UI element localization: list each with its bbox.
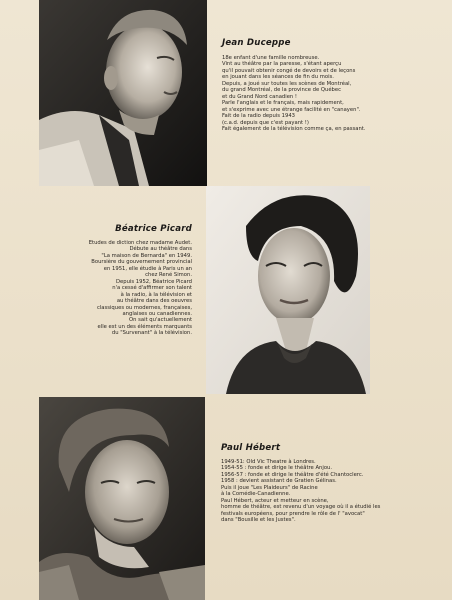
bio-line: festivals européens, pour prendre le rôle de l' "avocat" bbox=[221, 510, 365, 517]
bio-line: Boursière du gouvernement provincial bbox=[91, 259, 192, 266]
bio-line: "La maison de Bernarda" en 1949. bbox=[101, 252, 192, 259]
jean-duceppe-portrait bbox=[39, 0, 207, 186]
bio-line: 1949-51: Old Vic Theatre à Londres. bbox=[221, 459, 316, 465]
bio-line: du grand Montréal, de la province de Québec bbox=[222, 87, 341, 94]
paul-hebert-portrait bbox=[39, 397, 205, 600]
bio-line: On sait qu'actuellement bbox=[129, 317, 192, 324]
bio-line: dans "Bousille et les Justes". bbox=[221, 517, 296, 524]
bio-line: elle est un des éléments marquants bbox=[97, 323, 192, 330]
bio-line: anglaises ou canadiennes. bbox=[122, 310, 192, 317]
bio-line: Fait de la radio depuis 1943 bbox=[222, 113, 296, 120]
bio-line: et du Grand Nord canadien ! bbox=[222, 93, 298, 100]
bio-line: 1954-55 : fonde et dirige le théâtre Anjou. bbox=[221, 465, 333, 472]
bio-jean-duceppe bbox=[222, 55, 366, 132]
actor-name-paul-hebert: Paul Hébert bbox=[221, 443, 281, 453]
bio-line: et s'exprime avec une étrange facilité en "canayen". bbox=[222, 106, 361, 113]
bio-line: à la Comédie-Canadienne. bbox=[221, 491, 291, 498]
bio-line: 1956-57 : fonde et dirige le théâtre d'été Chantoclerc. bbox=[221, 471, 364, 478]
bio-line: Etudes de diction chez madame Audet. bbox=[88, 240, 192, 246]
bio-line: n'a cessé d'affirmer son talent bbox=[112, 285, 192, 292]
bio-line: Puis il joue "Les Plaideurs" de Racine bbox=[221, 484, 318, 491]
bio-line: à la radio, à la télévision et bbox=[120, 291, 192, 298]
bio-line: (c.a.d. depuis que c'est payant !) bbox=[222, 119, 309, 126]
bio-line: Fait également de la télévision comme ça, en passant. bbox=[222, 125, 366, 132]
bio-beatrice-picard bbox=[89, 240, 192, 337]
bio-paul-hebert bbox=[221, 459, 380, 524]
bio-line: classiques ou modernes, françaises, bbox=[96, 304, 192, 311]
bio-line: Depuis, a joué sur toutes les scènes de Montréal, bbox=[222, 80, 352, 87]
bio-line: du "Survenant" à la télévision. bbox=[111, 330, 192, 337]
bio-line: qu'il pouvait obtenir congé de devoirs et de leçons bbox=[222, 67, 356, 74]
actor-name-beatrice-picard: Béatrice Picard bbox=[115, 224, 192, 234]
bio-line: Vint au théâtre par la paresse, s'étant aperçu bbox=[222, 61, 342, 68]
bio-line: 1958 : devient assistant de Gratien Gélinas. bbox=[221, 478, 337, 485]
beatrice-picard-portrait bbox=[206, 186, 370, 394]
bio-line: homme de théâtre, est revenu d'un voyage où il a étudié les bbox=[221, 504, 381, 511]
bio-line: Depuis 1952, Béatrice Picard bbox=[115, 278, 192, 285]
bio-line: Paul Hébert, acteur et metteur en scène, bbox=[221, 497, 329, 504]
bio-line: Débute au théâtre dans bbox=[129, 246, 192, 253]
bio-line: au théâtre dans des oeuvres bbox=[116, 298, 192, 305]
bio-line: 18e enfant d'une famille nombreuse. bbox=[222, 55, 320, 61]
bio-line: Parle l'anglais et le français, mais rapidement, bbox=[222, 100, 344, 107]
bio-line: en 1951, elle étudie à Paris un an bbox=[103, 265, 192, 272]
actor-name-jean-duceppe: Jean Duceppe bbox=[222, 38, 291, 48]
bio-line: en jouant dans les séances de fin du mois. bbox=[222, 74, 334, 81]
bio-line: chez René Simon. bbox=[145, 272, 192, 279]
